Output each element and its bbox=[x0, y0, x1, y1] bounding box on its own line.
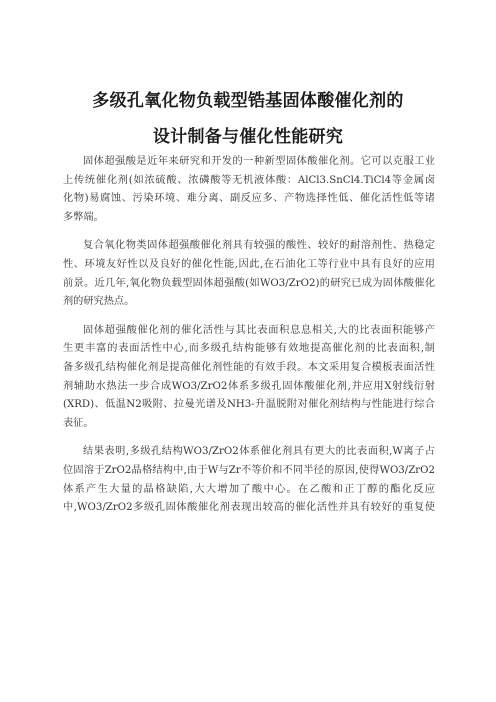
document-title-line-2: 设计制备与催化性能研究 bbox=[152, 127, 344, 147]
paragraph-line: 剂辅助水热法一步合成WO3/ZrO2体系多级孔固体酸催化剂,并应用X射线衍射 bbox=[63, 380, 435, 392]
paragraph-line: 化物)易腐蚀、污染环境、难分离、副反应多、产物选择性低、催化活性低等诸 bbox=[63, 193, 435, 205]
paragraph-line: (XRD)、低温N2吸附、拉曼光谱及NH3-升温脱附对催化剂结构与性能进行综合 bbox=[63, 399, 435, 411]
paragraph-1 bbox=[63, 153, 435, 227]
paragraph-4 bbox=[63, 443, 435, 517]
paragraph-line: 位固溶于ZrO2晶格结构中,由于W与Zr不等价和不同半径的原因,使得WO3/ZrO2 bbox=[63, 464, 435, 476]
paragraph-2 bbox=[63, 237, 435, 311]
paragraph-line: 上传统催化剂(如浓硫酸、浓磷酸等无机液体酸：AlCl3.SnCl4.TiCl4等金属卤 bbox=[63, 174, 435, 186]
paragraph-line: 复合氧化物类固体超强酸催化剂具有较强的酸性、较好的耐溶剂性、热稳定 bbox=[83, 240, 435, 252]
paragraph-line: 剂的研究热点。 bbox=[63, 296, 135, 308]
paragraph-line: 性、环境友好性以及良好的催化性能,因此,在石油化工等行业中具有良好的应用 bbox=[63, 258, 435, 270]
paragraph-line: 固体超强酸催化剂的催化活性与其比表面积息息相关,大的比表面积能够产 bbox=[83, 324, 435, 336]
paragraph-line: 多弊端。 bbox=[63, 211, 104, 223]
document-title-line-1: 多级孔氧化物负载型锆基固体酸催化剂的 bbox=[92, 91, 404, 111]
paragraph-line: 生更丰富的表面活性中心,而多级孔结构能够有效地提高催化剂的比表面积,制 bbox=[63, 343, 435, 355]
paragraph-line: 备多级孔结构催化剂是提高催化剂性能的有效手段。本文采用复合模板表面活性 bbox=[63, 361, 435, 373]
document-body bbox=[63, 153, 435, 528]
paragraph-line: 体系产生大量的晶格缺陷,大大增加了酸中心。在乙酸和正丁醇的酯化反应 bbox=[63, 483, 435, 495]
paragraph-line: 表征。 bbox=[63, 417, 94, 429]
paragraph-line: 结果表明,多级孔结构WO3/ZrO2体系催化剂具有更大的比表面积,W离子占 bbox=[83, 446, 435, 458]
paragraph-line: 固体超强酸是近年来研究和开发的一种新型固体酸催化剂。它可以克服工业 bbox=[83, 156, 435, 167]
paragraph-line: 前景。近几年,氧化物负载型固体超强酸(如WO3/ZrO2)的研究已成为固体酸催化 bbox=[63, 277, 435, 289]
paragraph-line: 中,WO3/ZrO2多级孔固体酸催化剂表现出较高的催化活性并具有较好的重复使 bbox=[63, 502, 435, 514]
paragraph-3 bbox=[63, 322, 435, 434]
